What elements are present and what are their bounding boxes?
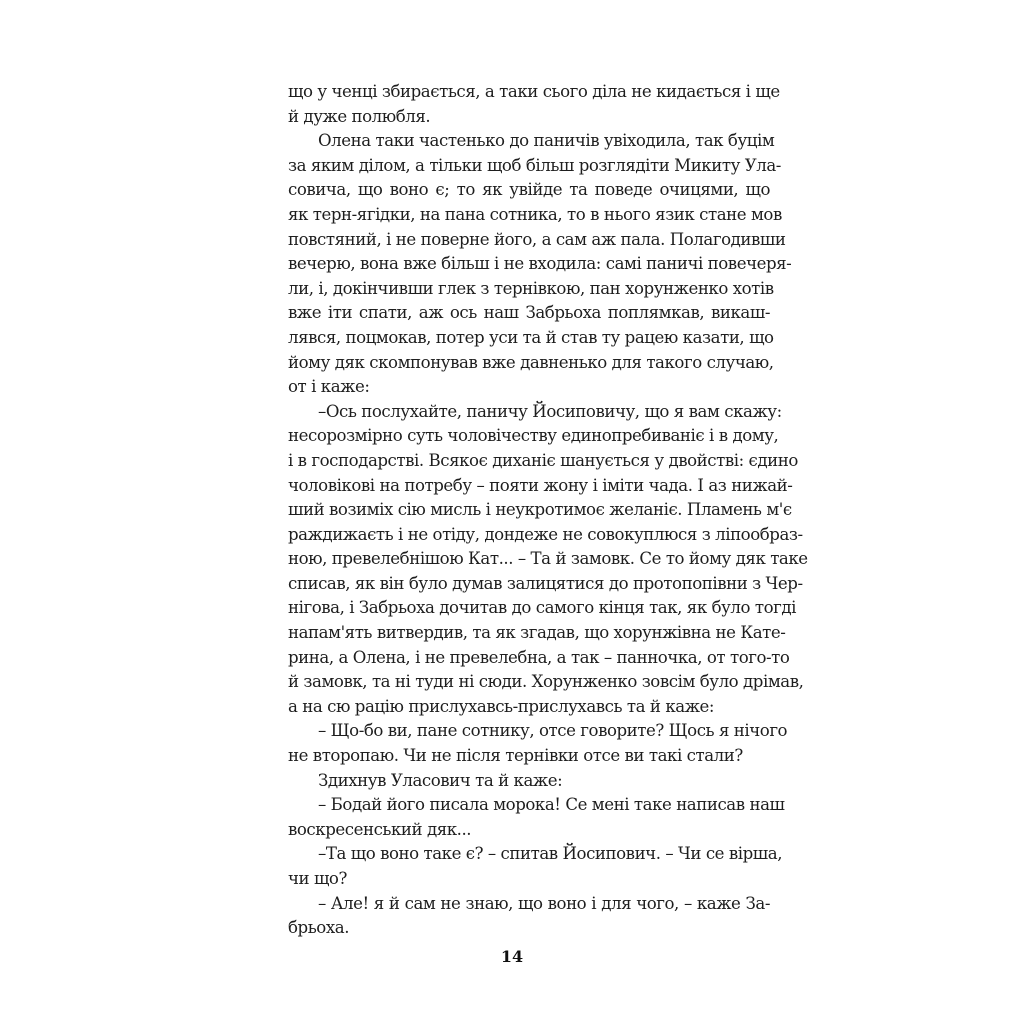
text-line: нігова, і Забрьоха дочитав до самого кінця так, як було тогді (288, 598, 797, 618)
page-number: 14 (500, 947, 524, 966)
text-line: чоловікові на потребу – пояти жону і іміти чада. І аз нижай- (288, 475, 793, 495)
text-line: –Ось послухайте, паничу Йосиповичу, що я вам скажу: (318, 401, 782, 421)
text-line: ною, превелебнішою Кат... – Та й замовк. Се то йому дяк таке (288, 549, 808, 569)
text-line: за яким ділом, а тільки щоб більш розглядіти Микиту Ула- (288, 155, 781, 175)
text-line: вечерю, вона вже більш і не входила: самі паничі повечеря- (288, 254, 792, 274)
text-line: й дуже полюбля. (288, 106, 431, 126)
text-line: раждижаєть і не отіду, дондеже не совокуплюся з ліпообраз- (288, 524, 803, 544)
text-line: і в господарстві. Всякоє диханіє шанується у двойстві: єдино (288, 450, 798, 470)
text-line: йому дяк скомпонував вже давненько для такого случаю, (288, 352, 774, 372)
text-line: не второпаю. Чи не після тернівки отсе ви такі стали? (288, 746, 743, 766)
text-line: – Що-бо ви, пане сотнику, отсе говорите? Щось я нічого (318, 721, 788, 741)
text-line: вже іти спати, аж ось наш Забрьоха поплямкав, викаш- (288, 303, 770, 323)
text-line: напам'ять витвердив, та як згадав, що хорунжівна не Кате- (288, 623, 786, 643)
text-line: от і каже: (288, 377, 370, 397)
text-line: Олена таки частенько до паничів увіходила, так буцім (318, 131, 775, 151)
text-line: списав, як він було думав залицятися до протопопівни з Чер- (288, 573, 803, 593)
text-line: – Але! я й сам не знаю, що воно і для чого, – каже За- (318, 893, 770, 913)
text-line: несорозмірно суть чоловічеству единопребиваніє і в дому, (288, 426, 779, 446)
text-line: –Та що воно таке є? – спитав Йосипович. – Чи се вірша, (318, 844, 783, 864)
text-line: ли, і, докінчивши глек з тернівкою, пан хорунженко хотів (288, 278, 774, 298)
text-line: чи що? (288, 869, 347, 888)
text-line: брьоха. (288, 918, 350, 938)
body-text (288, 80, 808, 941)
text-line: Здихнув Уласович та й каже: (318, 770, 563, 790)
text-line: – Бодай його писала морока! Се мені таке написав наш (318, 795, 785, 815)
text-line: як терн-ягідки, на пана сотника, то в нього язик стане мов (288, 204, 782, 224)
text-line: лявся, поцмокав, потер уси та й став ту рацею казати, що (288, 327, 774, 347)
text-line: воскресенський дяк... (288, 819, 472, 839)
text-line: й замовк, та ні туди ні сюди. Хорунженко зовсім було дрімав, (288, 672, 804, 692)
text-line: ший возиміх сію мисль і неукротимоє желаніє. Пламень м'є (288, 500, 792, 520)
text-line: що у ченці збирається, а таки сього діла не кидається і ще (288, 82, 780, 101)
text-line: совича, що воно є; то як увійде та поведе очицями, що (288, 180, 770, 200)
text-line: а на сю рацію прислухавсь-прислухавсь та й каже: (288, 696, 715, 716)
text-line: рина, а Олена, і не превелебна, а так – панночка, от того-то (288, 647, 790, 667)
text-line: повстяний, і не поверне його, а сам аж пала. Полагодивши (288, 229, 786, 249)
